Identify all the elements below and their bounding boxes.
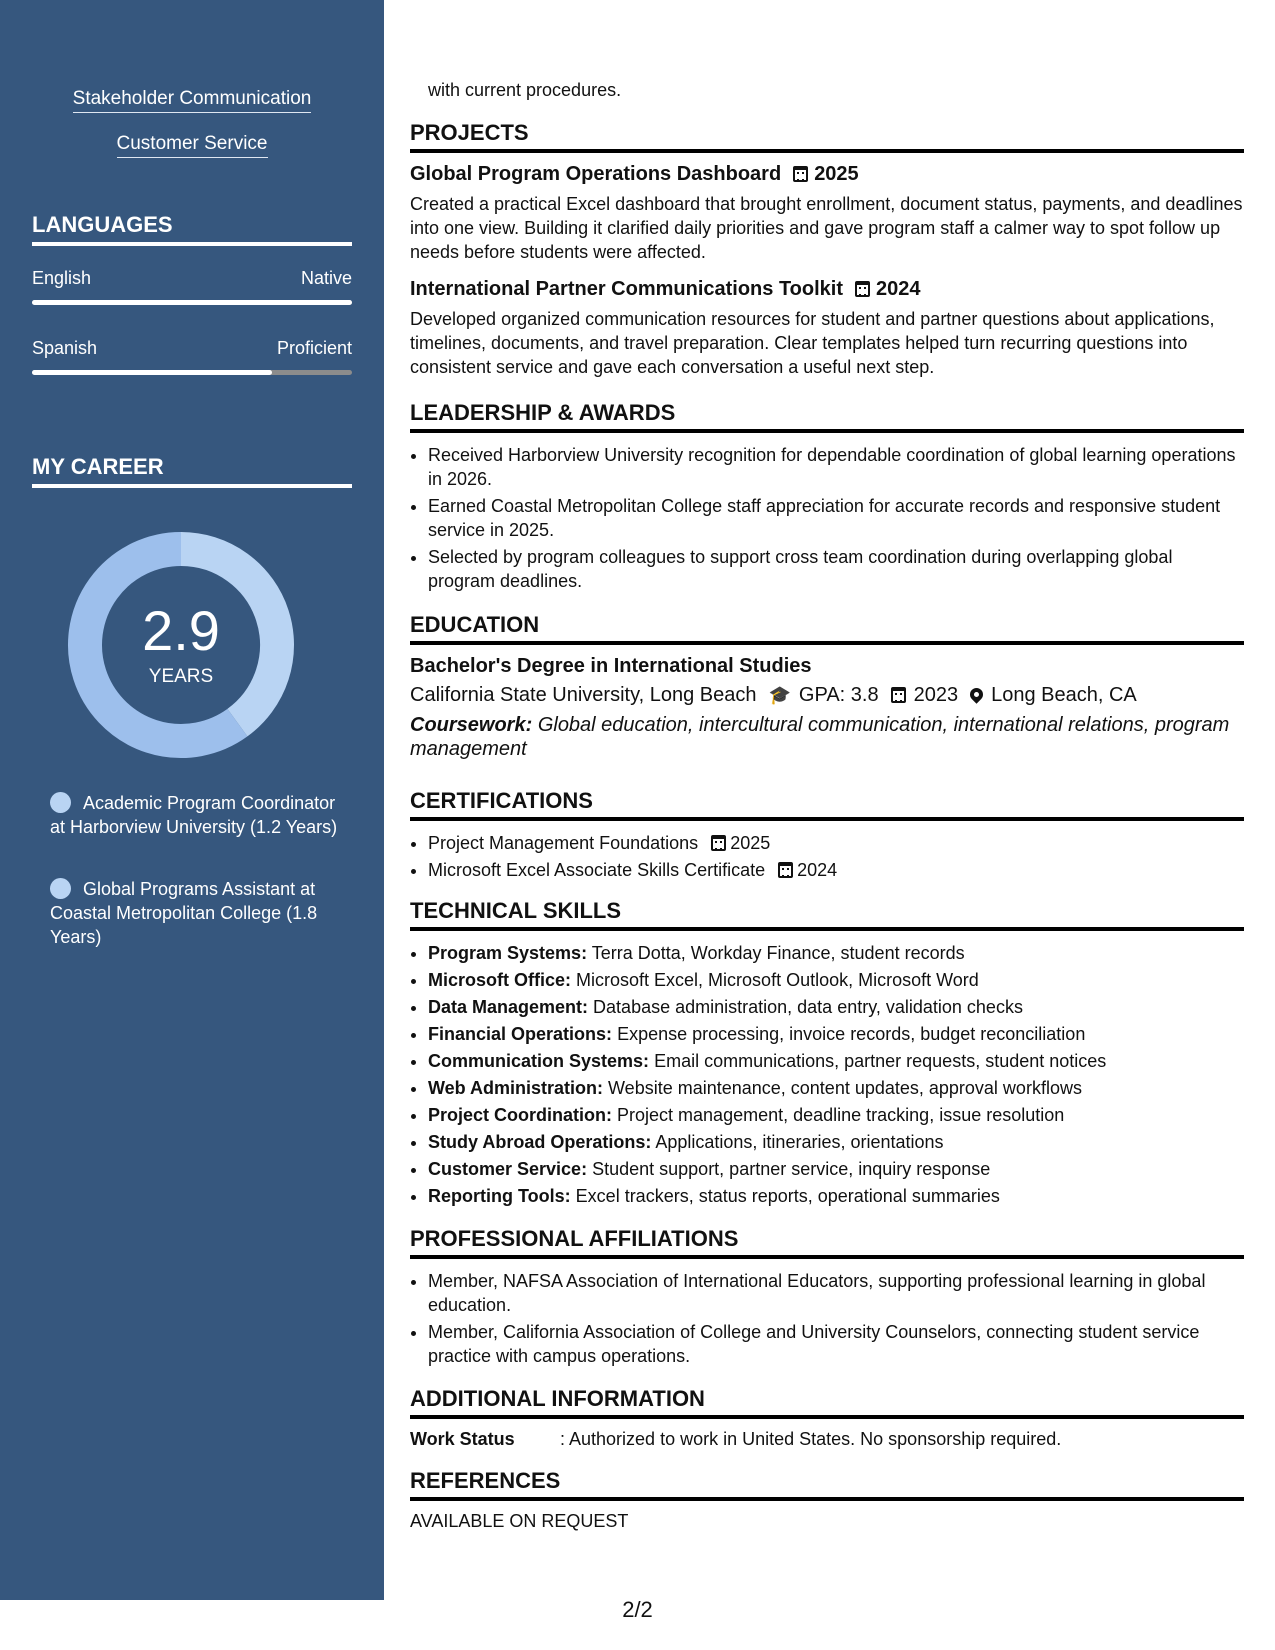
certification-name: Project Management Foundations (428, 833, 699, 853)
skill-label: Program Systems: (428, 943, 588, 963)
technical-skills-list (410, 941, 1244, 1208)
references-section (410, 1468, 1244, 1532)
skill-tag-label: Stakeholder Communication (73, 88, 312, 113)
language-bar (32, 300, 352, 305)
work-status-row (410, 1429, 1244, 1450)
list-item (428, 995, 1244, 1019)
section-title: PROFESSIONAL AFFILIATIONS (410, 1226, 1244, 1259)
skill-label: Project Coordination: (428, 1105, 612, 1125)
project-title (410, 278, 1244, 301)
language-bar-fill (32, 300, 352, 305)
skill-label: Customer Service: (428, 1159, 588, 1179)
graduation-year: 2023 (913, 684, 959, 706)
graduation-cap-icon: 🎓 (768, 685, 791, 705)
list-item (428, 1076, 1244, 1100)
calendar-icon (891, 687, 906, 703)
skill-label: Microsoft Office: (428, 970, 572, 990)
project-year: 2024 (876, 278, 921, 300)
career-item (50, 877, 340, 949)
skill-label: Communication Systems: (428, 1051, 650, 1071)
list-item (428, 1103, 1244, 1127)
references-text: AVAILABLE ON REQUEST (410, 1511, 629, 1531)
skill-label: Data Management: (428, 997, 589, 1017)
work-status-label: Work Status (410, 1429, 515, 1449)
legend-dot-icon (50, 878, 71, 899)
certifications-list (410, 831, 1244, 882)
list-item (428, 858, 1244, 882)
page-number: 2/2 (622, 1597, 653, 1622)
work-status-value: : Authorized to work in United States. No sponsorship required. (560, 1429, 1062, 1449)
skill-value: Project management, deadline tracking, issue resolution (617, 1105, 1065, 1125)
list-item: • Received Harborview University recognition for dependable coordination of global learning operations in 2026. (428, 443, 1244, 491)
certifications-section (410, 788, 1244, 885)
school-name: California State University, Long Beach (410, 684, 757, 706)
coursework (410, 713, 1244, 761)
section-title: REFERENCES (410, 1468, 1244, 1501)
section-title: CERTIFICATIONS (410, 788, 1244, 821)
language-level: Native (300, 268, 352, 288)
section-title: TECHNICAL SKILLS (410, 898, 1244, 931)
list-item (428, 1130, 1244, 1154)
project-title (410, 163, 1244, 186)
list-item (428, 1157, 1244, 1181)
section-title: PROJECTS (410, 120, 1244, 153)
list-item (428, 831, 1244, 855)
language-row (32, 268, 352, 289)
calendar-icon (855, 281, 870, 297)
leadership-section (410, 400, 1244, 596)
skill-tag-label: Customer Service (117, 133, 268, 158)
skill-value: Website maintenance, content updates, approval workflows (608, 1078, 1082, 1098)
language-bar-fill (32, 370, 272, 375)
sidebar (0, 0, 384, 1600)
skill-label: Financial Operations: (428, 1024, 613, 1044)
skill-label: Study Abroad Operations: (428, 1132, 652, 1152)
skill-value: Excel trackers, status reports, operational summaries (575, 1186, 1000, 1206)
section-title: EDUCATION (410, 612, 1244, 645)
list-item (428, 1022, 1244, 1046)
calendar-icon (793, 166, 808, 182)
list-item (428, 1049, 1244, 1073)
skill-value: Terra Dotta, Workday Finance, student records (591, 943, 965, 963)
certification-name: Microsoft Excel Associate Skills Certificate (428, 860, 766, 880)
affiliations-section (410, 1226, 1244, 1371)
legend-dot-icon (50, 792, 71, 813)
project-name: International Partner Communications Toolkit (410, 278, 844, 300)
career-item-label: Academic Program Coordinator at Harborview University (1.2 Years) (50, 793, 338, 837)
language-bar (32, 370, 352, 375)
skill-value: Applications, itineraries, orientations (655, 1132, 944, 1152)
career-heading: MY CAREER (32, 454, 352, 488)
project-year: 2025 (814, 163, 859, 185)
language-row (32, 338, 352, 359)
leadership-list (410, 443, 1244, 593)
projects-section (410, 120, 1244, 393)
language-level: Proficient (276, 338, 352, 358)
coursework-text: Global education, intercultural communication, international relations, program management (410, 714, 1230, 760)
project-description: Developed organized communication resources for student and partner questions about applications, timelines, documents, and travel preparation. Clear templates helped turn recurring questions into consistent service and gave each conversation a useful next step. (410, 309, 1215, 377)
list-item: • Member, NAFSA Association of International Educators, supporting professional learning in global education. (428, 1269, 1244, 1317)
certification-year: 2024 (797, 860, 838, 880)
degree-title: Bachelor's Degree in International Studies (410, 655, 812, 677)
skill-label: Web Administration: (428, 1078, 603, 1098)
skill-value: Expense processing, invoice records, budget reconciliation (617, 1024, 1086, 1044)
skill-value: Student support, partner service, inquiry response (592, 1159, 991, 1179)
languages-heading: LANGUAGES (32, 212, 352, 246)
career-total-years: 2.9 (142, 599, 220, 662)
additional-information-section (410, 1386, 1244, 1450)
calendar-icon (778, 862, 793, 878)
project-description: Created a practical Excel dashboard that brought enrollment, document status, payments, and deadlines into one view. Building it clarified daily priorities and gave program staff a calmer way to spot follow up needs before students were affected. (410, 194, 1243, 262)
skill-tag (0, 133, 384, 158)
language-name: English (32, 268, 92, 288)
gpa: GPA: 3.8 (798, 684, 879, 706)
coursework-label: Coursework: (410, 714, 533, 736)
affiliations-list (410, 1269, 1244, 1368)
career-years-unit: YEARS (148, 666, 214, 687)
education-section (410, 612, 1244, 761)
language-name: Spanish (32, 338, 98, 358)
section-title: ADDITIONAL INFORMATION (410, 1386, 1244, 1419)
skill-label: Reporting Tools: (428, 1186, 571, 1206)
technical-skills-section (410, 898, 1244, 1211)
education-details (410, 684, 1244, 707)
school-location: Long Beach, CA (991, 684, 1137, 706)
skill-value: Email communications, partner requests, student notices (654, 1051, 1107, 1071)
list-item: • Earned Coastal Metropolitan College staff appreciation for accurate records and responsive student service in 2025. (428, 494, 1244, 542)
career-item-label: Global Programs Assistant at Coastal Metropolitan College (1.8 Years) (50, 879, 318, 947)
calendar-icon (711, 835, 726, 851)
continuation-text: with current procedures. (428, 80, 622, 100)
certification-year: 2025 (730, 833, 771, 853)
career-item (50, 791, 340, 839)
list-item (428, 941, 1244, 965)
list-item (428, 1184, 1244, 1208)
section-title: LEADERSHIP & AWARDS (410, 400, 1244, 433)
list-item: • Selected by program colleagues to support cross team coordination during overlapping global program deadlines. (428, 545, 1244, 593)
location-pin-icon (967, 685, 985, 703)
skill-tag (0, 88, 384, 113)
skill-value: Database administration, data entry, validation checks (593, 997, 1023, 1017)
list-item (428, 968, 1244, 992)
skill-value: Microsoft Excel, Microsoft Outlook, Microsoft Word (576, 970, 979, 990)
project-name: Global Program Operations Dashboard (410, 163, 782, 185)
list-item: • Member, California Association of College and University Counselors, connecting student service practice with campus operations. (428, 1320, 1244, 1368)
